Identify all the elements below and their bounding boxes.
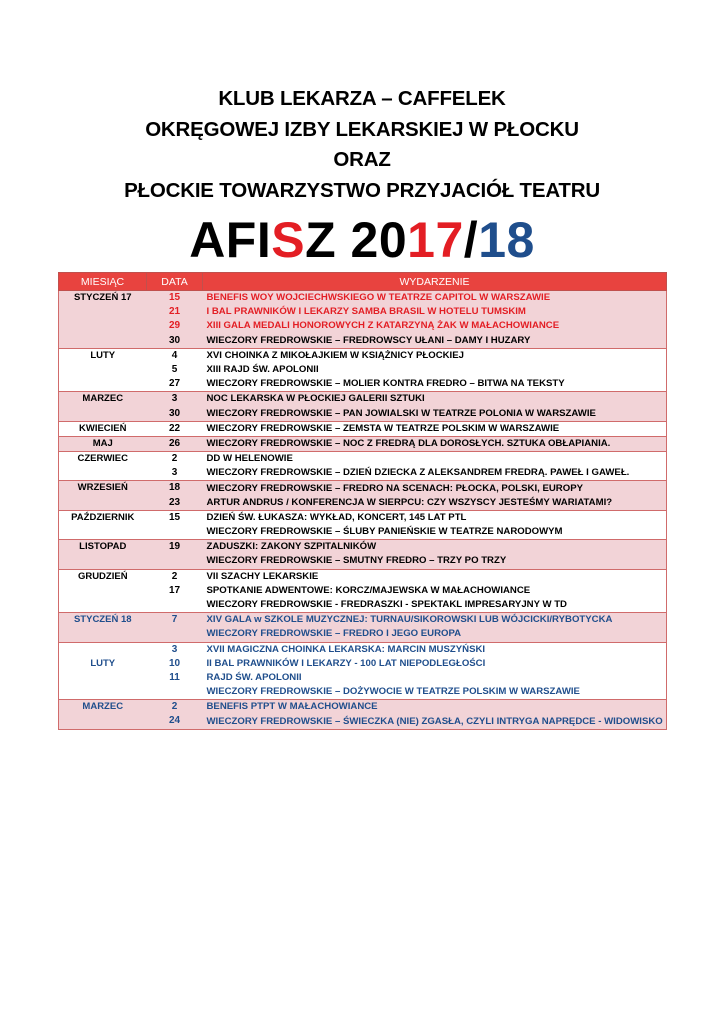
header-line-society: PŁOCKIE TOWARZYSTWO PRZYJACIÓŁ TEATRU <box>124 178 600 202</box>
title-part: AFI <box>189 212 272 268</box>
title-part: / <box>463 212 479 268</box>
header-line-oraz: ORAZ <box>333 148 391 171</box>
table-row <box>59 421 667 436</box>
table-row <box>59 569 667 584</box>
event-cell: XIV GALA w SZKOLE MUZYCZNEJ: TURNAU/SIKOROWSKI LUB WÓJCICKI/RYBOTYCKA <box>203 613 667 628</box>
event-cell: SPOTKANIE ADWENTOWE: KORCZ/MAJEWSKA W MAŁACHOWIANCE <box>203 584 667 598</box>
table-row <box>59 363 667 377</box>
event-cell: VII SZACHY LEKARSKIE <box>203 569 667 584</box>
event-cell: BENEFIS PTPT W MAŁACHOWIANCE <box>203 700 667 715</box>
date-cell: 10 <box>147 657 203 671</box>
month-cell: MARZEC <box>59 700 147 715</box>
table-row <box>59 291 667 306</box>
month-cell: KWIECIEŃ <box>59 421 147 436</box>
events-table <box>58 272 667 730</box>
month-group <box>59 569 667 613</box>
event-cell: II BAL PRAWNIKÓW I LEKARZY - 100 LAT NIEPODLEGŁOŚCI <box>203 657 667 671</box>
table-row <box>59 334 667 349</box>
date-cell <box>147 685 203 700</box>
table-row <box>59 407 667 422</box>
month-cell: LUTY <box>59 348 147 363</box>
event-cell: WIECZORY FREDROWSKIE - FREDRASZKI - SPEKTAKL IMPRESARYJNY W TD <box>203 598 667 613</box>
table-row <box>59 714 667 729</box>
month-group <box>59 510 667 539</box>
month-group <box>59 421 667 436</box>
table-row <box>59 598 667 613</box>
event-cell: WIECZORY FREDROWSKIE – DOŻYWOCIE W TEATRZE POLSKIM W WARSZAWIE <box>203 685 667 700</box>
table-row <box>59 305 667 319</box>
event-cell: BENEFIS WOY WOJCIECHWSKIEGO W TEATRZE CAPITOL W WARSZAWIE <box>203 291 667 306</box>
table-row <box>59 525 667 540</box>
table-row <box>59 481 667 496</box>
event-cell: ARTUR ANDRUS / KONFERENCJA W SIERPCU: CZY WSZYSCY JESTEŚMY WARIATAMI? <box>203 496 667 511</box>
month-cell: STYCZEŃ 18 <box>59 613 147 628</box>
table-row <box>59 700 667 715</box>
month-group <box>59 452 667 481</box>
event-cell: ZADUSZKI: ZAKONY SZPITALNIKÓW <box>203 540 667 555</box>
month-cell: STYCZEŃ 17 <box>59 291 147 306</box>
date-cell: 26 <box>147 436 203 451</box>
event-cell: WIECZORY FREDROWSKIE – PAN JOWIALSKI W TEATRZE POLONIA W WARSZAWIE <box>203 407 667 422</box>
month-cell: MAJ <box>59 436 147 451</box>
month-group <box>59 392 667 421</box>
event-cell: RAJD ŚW. APOLONII <box>203 671 667 685</box>
table-row <box>59 642 667 657</box>
date-cell: 27 <box>147 377 203 392</box>
table-row <box>59 627 667 642</box>
month-group <box>59 436 667 451</box>
date-cell <box>147 627 203 642</box>
event-cell: WIECZORY FREDROWSKIE – ŚWIECZKA (NIE) ZGASŁA, CZYLI INTRYGA NAPRĘDCE - WIDOWISKO <box>203 714 667 729</box>
title-part: S <box>271 212 306 268</box>
date-cell: 19 <box>147 540 203 555</box>
event-cell: WIECZORY FREDROWSKIE – ZEMSTA W TEATRZE POLSKIM W WARSZAWIE <box>203 421 667 436</box>
month-cell: WRZESIEŃ <box>59 481 147 496</box>
date-cell: 30 <box>147 407 203 422</box>
date-cell: 3 <box>147 642 203 657</box>
date-cell <box>147 598 203 613</box>
table-row <box>59 613 667 628</box>
date-cell: 3 <box>147 392 203 407</box>
event-cell: WIECZORY FREDROWSKIE – NOC Z FREDRĄ DLA DOROSŁYCH. SZTUKA OBŁAPIANIA. <box>203 436 667 451</box>
date-cell: 7 <box>147 613 203 628</box>
date-cell: 2 <box>147 569 203 584</box>
date-cell: 18 <box>147 481 203 496</box>
event-cell: XVI CHOINKA Z MIKOŁAJKIEM W KSIĄŻNICY PŁOCKIEJ <box>203 348 667 363</box>
event-cell: WIECZORY FREDROWSKIE – FREDRO NA SCENACH: PŁOCKA, POLSKI, EUROPY <box>203 481 667 496</box>
event-cell: WIECZORY FREDROWSKIE – MOLIER KONTRA FREDRO – BITWA NA TEKSTY <box>203 377 667 392</box>
date-cell <box>147 554 203 569</box>
month-cell: GRUDZIEŃ <box>59 569 147 584</box>
month-group <box>59 481 667 510</box>
table-row <box>59 685 667 700</box>
page-title <box>0 210 724 270</box>
month-group <box>59 700 667 729</box>
table-row <box>59 540 667 555</box>
event-cell: XIII RAJD ŚW. APOLONII <box>203 363 667 377</box>
event-cell: XIII GALA MEDALI HONOROWYCH Z KATARZYNĄ ŻAK W MAŁACHOWIANCE <box>203 319 667 333</box>
table-row <box>59 392 667 407</box>
date-cell: 17 <box>147 584 203 598</box>
event-cell: WIECZORY FREDROWSKIE – FREDROWSCY UŁANI – DAMY I HUZARY <box>203 334 667 349</box>
date-cell: 21 <box>147 305 203 319</box>
event-cell: DZIEŃ ŚW. ŁUKASZA: WYKŁAD, KONCERT, 145 LAT PTL <box>203 510 667 525</box>
event-cell: XVII MAGICZNA CHOINKA LEKARSKA: MARCIN MUSZYŃSKI <box>203 642 667 657</box>
table-row <box>59 377 667 392</box>
month-group <box>59 291 667 349</box>
date-cell: 22 <box>147 421 203 436</box>
table-row <box>59 657 667 671</box>
table-row <box>59 554 667 569</box>
month-cell: CZERWIEC <box>59 452 147 467</box>
table-row <box>59 496 667 511</box>
table-row <box>59 436 667 451</box>
event-cell: DD W HELENOWIE <box>203 452 667 467</box>
date-cell: 2 <box>147 452 203 467</box>
table-row <box>59 466 667 481</box>
date-cell: 3 <box>147 466 203 481</box>
table-row <box>59 510 667 525</box>
event-cell: NOC LEKARSKA W PŁOCKIEJ GALERII SZTUKI <box>203 392 667 407</box>
month-group <box>59 348 667 392</box>
table-row <box>59 671 667 685</box>
date-cell: 15 <box>147 510 203 525</box>
date-cell: 4 <box>147 348 203 363</box>
header-event: WYDARZENIE <box>203 273 667 291</box>
event-cell: WIECZORY FREDROWSKIE – DZIEŃ DZIECKA Z ALEKSANDREM FREDRĄ. PAWEŁ I GAWEŁ. <box>203 466 667 481</box>
date-cell: 29 <box>147 319 203 333</box>
month-cell: MARZEC <box>59 392 147 407</box>
title-part: 18 <box>478 212 535 268</box>
event-cell: I BAL PRAWNIKÓW I LEKARZY SAMBA BRASIL W HOTELU TUMSKIM <box>203 305 667 319</box>
title-part: Z 20 <box>305 212 408 268</box>
month-cell: LUTY <box>59 657 147 671</box>
event-cell: WIECZORY FREDROWSKIE – FREDRO I JEGO EUROPA <box>203 627 667 642</box>
title-part: 17 <box>407 212 464 268</box>
date-cell: 23 <box>147 496 203 511</box>
date-cell: 5 <box>147 363 203 377</box>
event-cell: WIECZORY FREDROWSKIE – SMUTNY FREDRO – TRZY PO TRZY <box>203 554 667 569</box>
table-row <box>59 348 667 363</box>
month-group <box>59 540 667 569</box>
month-cell: PAŹDZIERNIK <box>59 510 147 525</box>
header-month: MIESIĄC <box>59 273 147 291</box>
date-cell: 15 <box>147 291 203 306</box>
header-line-chamber: OKRĘGOWEJ IZBY LEKARSKIEJ W PŁOCKU <box>145 117 579 141</box>
event-cell: WIECZORY FREDROWSKIE – ŚLUBY PANIEŃSKIE W TEATRZE NARODOWYM <box>203 525 667 540</box>
month-group <box>59 613 667 642</box>
date-cell: 24 <box>147 714 203 729</box>
table-header-row <box>59 273 667 291</box>
table-row <box>59 584 667 598</box>
month-group <box>59 642 667 700</box>
table-row <box>59 452 667 467</box>
table-row <box>59 319 667 333</box>
month-cell: LISTOPAD <box>59 540 147 555</box>
date-cell: 2 <box>147 700 203 715</box>
date-cell: 30 <box>147 334 203 349</box>
date-cell <box>147 525 203 540</box>
header-date: DATA <box>147 273 203 291</box>
header <box>0 84 724 206</box>
header-line-club: KLUB LEKARZA – CAFFELEK <box>218 87 506 110</box>
date-cell: 11 <box>147 671 203 685</box>
